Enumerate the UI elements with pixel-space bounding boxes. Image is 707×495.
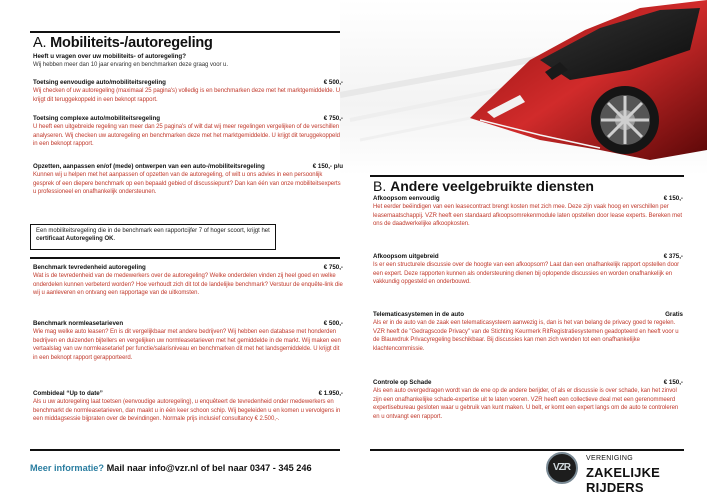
service-description: Kunnen wij u helpen met het aanpassen of opzetten van de autoregeling, of wilt u ons advies in een persoonlijk gesprek of een diepere benchmark op een bepaald gebied of discussiepunt? Dan kan één van onze mobiliteitsexperts u professioneel en onafhankelijk ondersteunen. [33, 172, 341, 196]
service-description: U heeft een uitgebreide regeling van meer dan 25 pagina's of wilt dat wij meer regelingen vergelijken of de verschillen analyseren. Wij checken uw autoregeling en benchmarken deze met het marktgemiddelde. U krijgt dit teruggekoppeld in een beknopt rapport. [33, 124, 340, 148]
service-title: Opzetten, aanpassen en/of (mede) ontwerpen van een auto-/mobiliteitsregeling [33, 163, 265, 170]
service-description: Wie mag welke auto leasen? En is dit vergelijkbaar met andere bedrijven? Wij hebben een database met honderden bedrijven en duizenden bijtellers en vergelijken uw normleasetarieven met het gemiddelde in de markt. Wij maken een vertaalslag van uw normleasetarief per functie/salarisniveau en benchmarken dit met het landsgemiddelde. U krijgt dit in een beknopt rapport gerapporteerd. [33, 329, 341, 361]
service-item [33, 79, 343, 104]
service-item [33, 390, 343, 424]
service-item [33, 163, 343, 197]
logo-big-text: ZAKELIJKE RIJDERS [586, 465, 661, 495]
service-title: Controle op Schade [373, 379, 432, 386]
contact-info [30, 463, 312, 473]
service-description: Als er in de auto van de zaak een telematicasysteem aanwezig is, dan is het van belang de privacy goed te regelen. VZR heeft de "Gedragscode Privacy" van de Stichting Keurmerk RitRegistratiesystemen geadopteerd en heeft voor u de Blauwdruk Privacyregeling beschikbaar. Bij discussies kan men zich wenden tot een onafhankelijke klachtencommissie. [373, 320, 679, 352]
intro-heading: Heeft u vragen over uw mobiliteits- of autoregeling? [33, 53, 186, 60]
section-a-top-rule [30, 31, 340, 33]
service-item [373, 253, 683, 287]
service-price: € 150,- p/u [312, 163, 343, 170]
service-price: € 1.950,- [318, 390, 343, 397]
callout-end: . [113, 236, 116, 243]
service-item [33, 264, 343, 298]
service-title: Toetsing complexe auto/mobiliteitsregeling [33, 115, 161, 122]
section-a-mid-rule [30, 257, 340, 259]
section-a-letter: A. [33, 35, 47, 51]
intro-text: Wij hebben meer dan 10 jaar ervaring en benchmarken deze graag voor u. [33, 62, 228, 68]
logo-mark-text: VZR [553, 462, 570, 473]
service-title: Afkoopsom uitgebreid [373, 253, 439, 260]
section-b-top-rule [370, 175, 684, 177]
section-b-heading [373, 178, 594, 194]
service-item [373, 311, 683, 353]
service-title: Afkoopsom eenvoudig [373, 195, 440, 202]
callout-bold: certificaat Autoregeling OK [36, 236, 114, 243]
service-description: Als een auto overgedragen wordt van de ene op de andere berijder, of als er discussie is over schade, kan het zinvol zijn een onafhankelijke schade-expertise uit te laten voeren. VZR heeft een collectieve deal met een gerenommeerd expertisebureau gesloten waar u gebruik van kunt maken. U belt, er komt een expert langs om de auto te controleren en u ontvangt een rapport. [373, 388, 679, 420]
service-price: Gratis [665, 311, 683, 318]
service-description: Het eerder beëindigen van een leasecontract brengt kosten met zich mee. Deze zijn vaak hoog en verschillen per leasemaatschappij. VZR heeft een standaard afkoopsomrekenmodule laten opstellen door lease experts. Bereken met ons de daadwerkelijke afkoopkosten. [373, 204, 682, 228]
section-a-bottom-rule [30, 449, 340, 451]
service-price: € 150,- [663, 195, 683, 202]
callout-text: Een mobiliteitsregeling die in de benchmark een rapportcijfer 7 of hoger scoort, krijgt het [36, 228, 270, 234]
service-price: € 375,- [663, 253, 683, 260]
service-title: Benchmark tevredenheid autoregeling [33, 264, 146, 271]
service-price: € 750,- [323, 264, 343, 271]
logo-small-text: VERENIGING [586, 455, 633, 462]
section-b-title: Andere veelgebruikte diensten [390, 178, 594, 194]
section-b-bottom-rule [370, 449, 684, 451]
service-title: Combideal “Up to date” [33, 390, 103, 397]
section-a-heading [33, 34, 213, 52]
vzr-logo [546, 452, 696, 495]
service-price: € 500,- [323, 320, 343, 327]
service-item [33, 320, 343, 362]
logo-mark [546, 452, 578, 484]
service-item [373, 379, 683, 421]
section-b-letter: B. [373, 178, 387, 194]
service-description: Wij checken of uw autoregeling (maximaal 25 pagina's) volledig is en benchmarken deze met het marktgemiddelde. U krijgt dit teruggekoppeld in een beknopt rapport. [33, 88, 341, 103]
certificate-callout [30, 224, 276, 250]
service-item [373, 195, 683, 229]
info-text: Mail naar info@vzr.nl of bel naar 0347 - 345 246 [106, 463, 312, 473]
service-description: Wat is de tevredenheid van de medewerkers over de autoregeling? Welke onderdelen vinden zij heel goed en welke onderdelen kunnen verbeterd worden? Hoe verhoudt zich dit tot de landelijke benchmark? Verstuur de enquête-link die wij u aanleveren en ontvang een rapportage van de uitkomsten. [33, 273, 343, 297]
service-price: € 150,- [663, 379, 683, 386]
service-price: € 750,- [323, 115, 343, 122]
service-description: Is er een structurele discussie over de hoogte van een afkoopsom? Laat dan een onafhankelijk rapport opstellen door een expert. Deze rapporten kunnen als ondersteuning dienen bij oplopende discussies en worden onafhankelijk en vakkundig opgesteld en onderbouwd. [373, 262, 680, 286]
service-title: Benchmark normleasetarieven [33, 320, 124, 327]
section-a-title: Mobiliteits-/autoregeling [50, 35, 213, 51]
service-description: Als u uw autoregeling laat toetsen (eenvoudige autoregeling), u enquêteert de tevredenheid onder medewerkers en benchmarkt de normleasetarieven, dan maakt u in één keer schoon schip. Wij begeleiden u en komen u vervolgens in een middagsessie bijpraten over de bevindingen. Normale prijs inclusief consultancy € 2.500,-. [33, 399, 341, 423]
info-label: Meer informatie? [30, 463, 105, 473]
service-title: Telematicasystemen in de auto [373, 311, 465, 318]
section-a-intro [33, 53, 343, 70]
service-price: € 500,- [323, 79, 343, 86]
service-title: Toetsing eenvoudige auto/mobiliteitsregeling [33, 79, 166, 86]
service-item [33, 115, 343, 149]
